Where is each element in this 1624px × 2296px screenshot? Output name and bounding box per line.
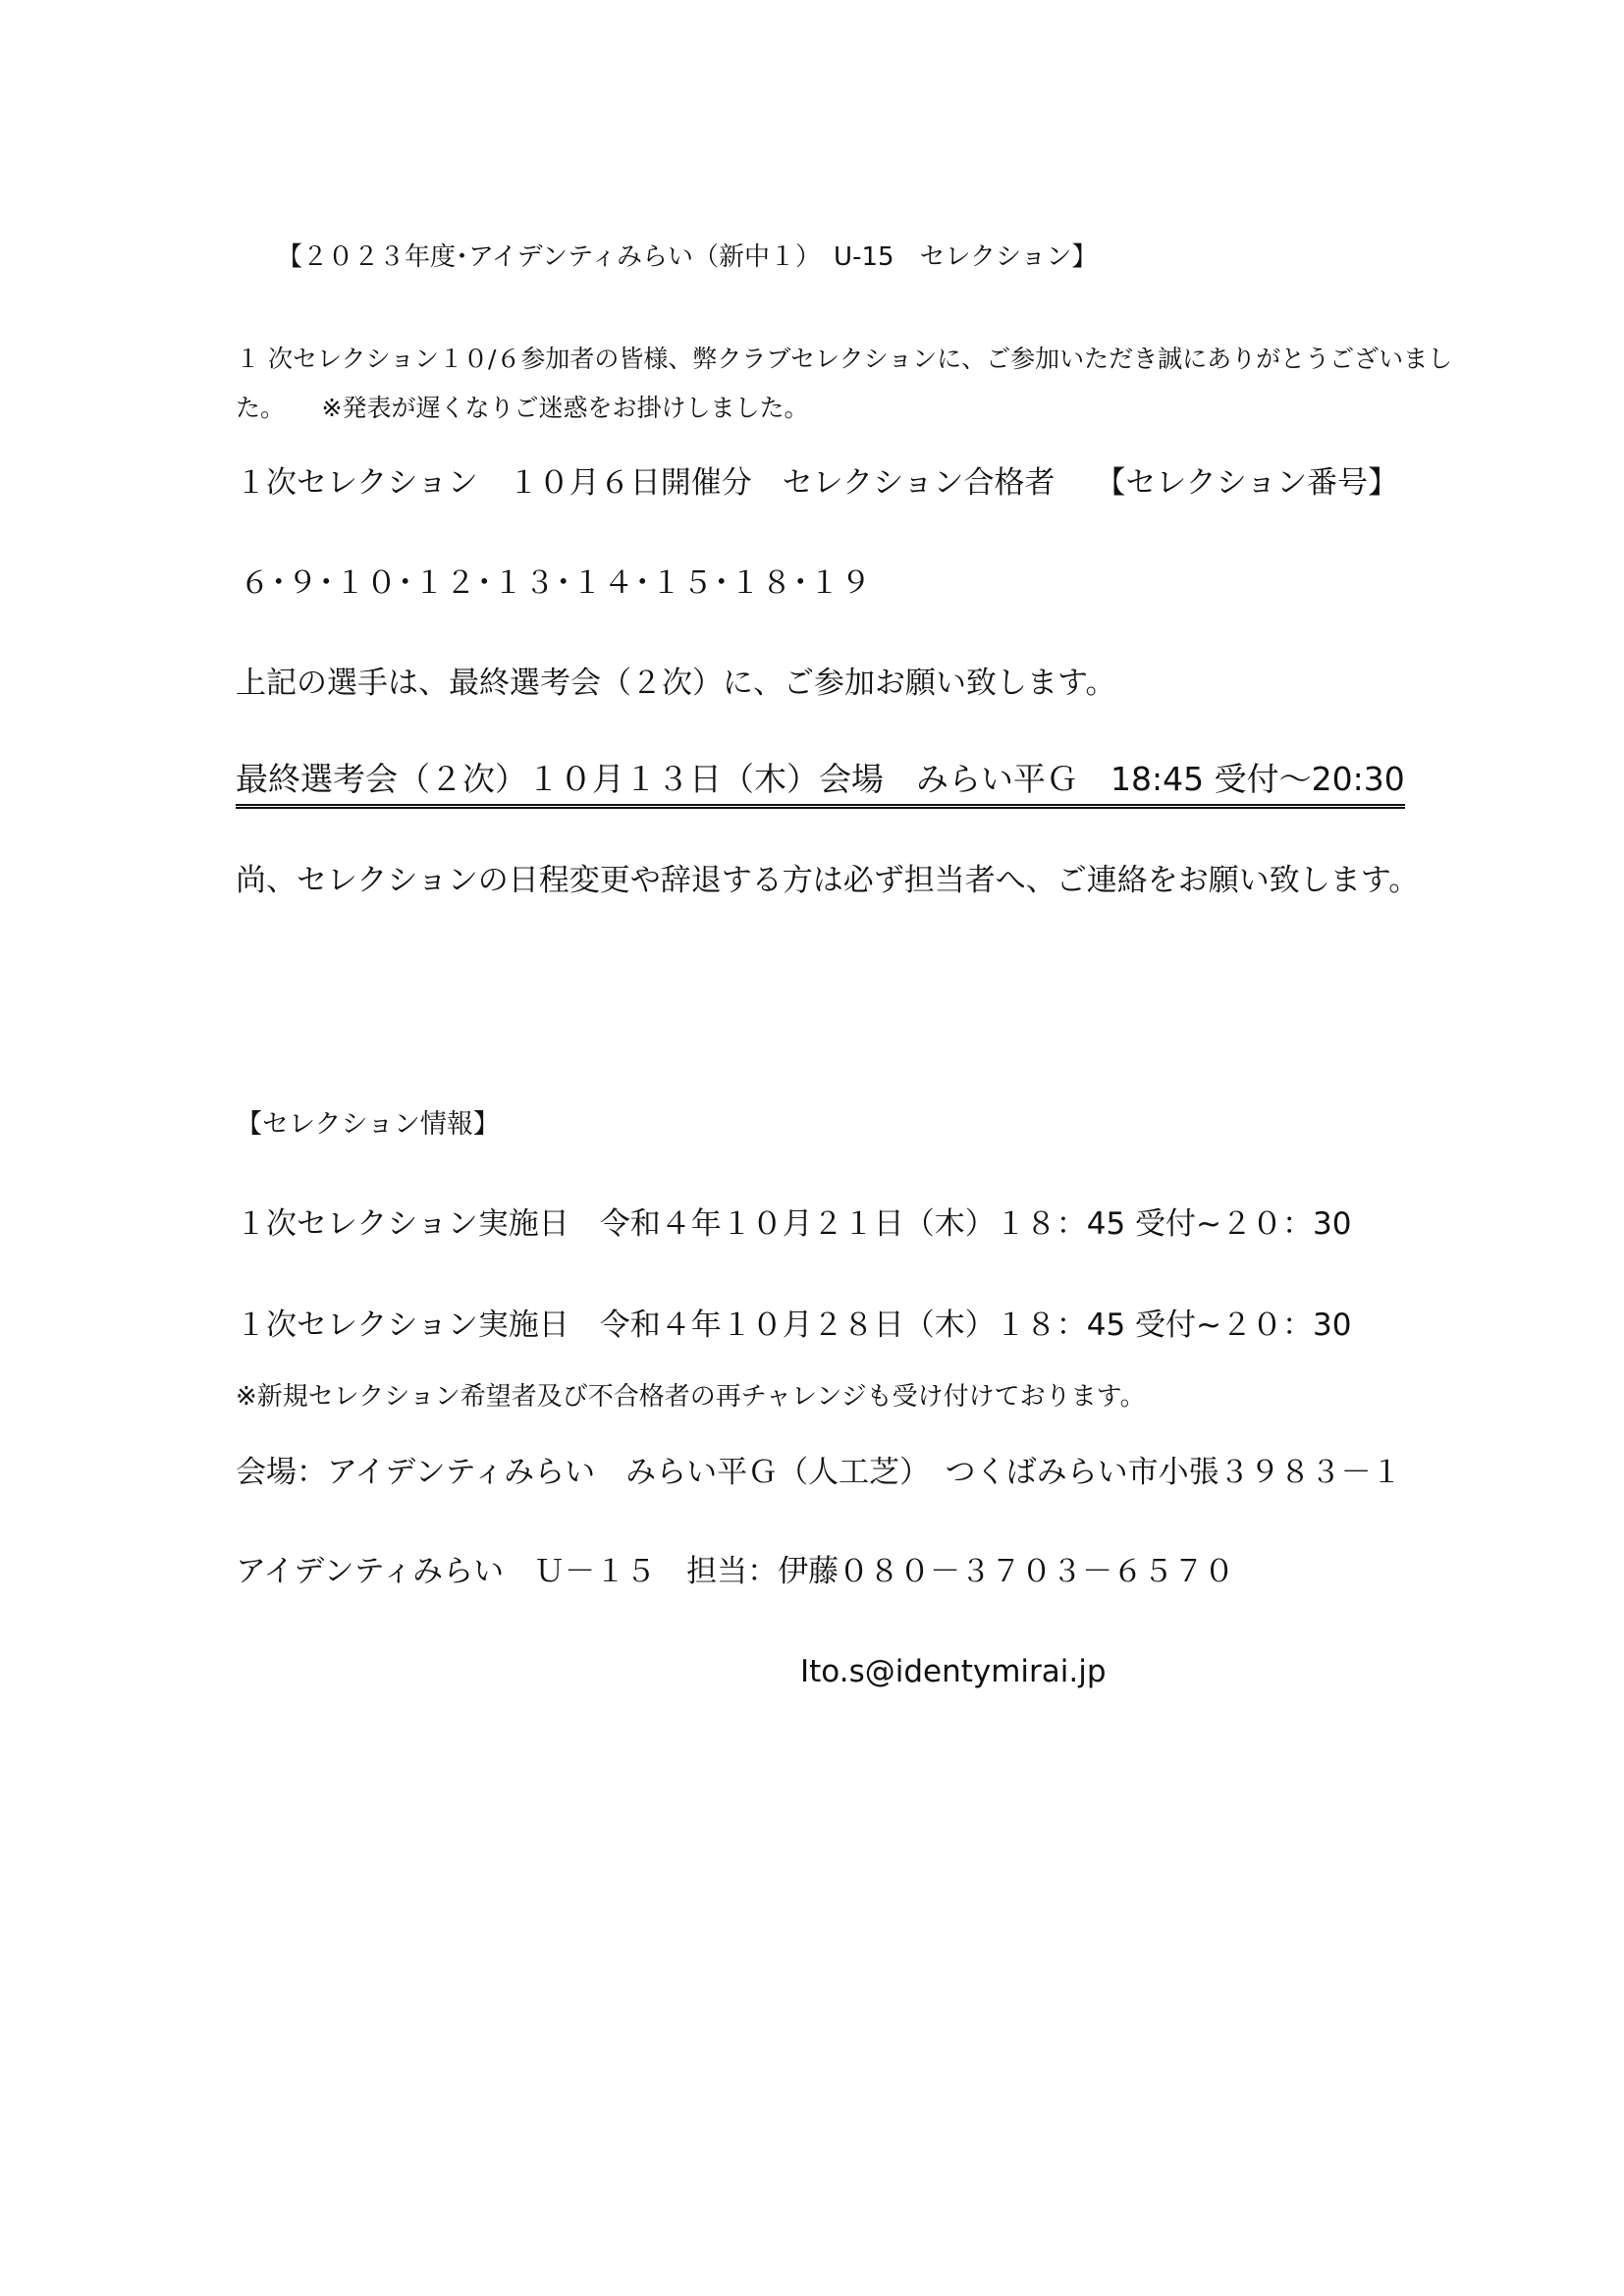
passed-numbers: ６･９･１０･１２･１３･１４･１５･１８･１９ [240, 565, 872, 601]
intro-text-line-1: １ 次セレクション１０/６参加者の皆様、弊クラブセレクションに、ご参加いただき誠にありがとうございまし [236, 345, 1453, 373]
contact-line: アイデンティみらい Ｕ－１５ 担当：伊藤０８０－３７０３－６５７０ [236, 1554, 1235, 1589]
selection-date-1: １次セレクション実施日 令和４年１０月２１日（木）１８：45 受付~２０：30 [236, 1206, 1352, 1242]
venue-line: 会場：アイデンティみらい みらい平Ｇ（人工芝） つくばみらい市小張３９８３－１ [236, 1455, 1402, 1490]
note-line: ※新規セレクション希望者及び不合格者の再チャレンジも受け付けております。 [236, 1382, 1146, 1412]
final-selection-line: 最終選考会（２次）１０月１３日（木）会場 みらい平Ｇ 18:45 受付～20:30 [236, 760, 1405, 809]
request-line: 上記の選手は、最終選考会（２次）に、ご参加お願い致します。 [236, 666, 1116, 701]
info-heading: 【セレクション情報】 [236, 1109, 500, 1140]
selection-date-2: １次セレクション実施日 令和４年１０月２８日（木）１８：45 受付~２０：30 [236, 1308, 1352, 1343]
contact-email: Ito.s@identymirai.jp [800, 1654, 1107, 1689]
intro-text-line-2: た。 ※発表が遅くなりご迷惑をお掛けしました。 [236, 394, 809, 422]
document-title: 【２０２３年度･アイデンティみらい（新中１） U-15 セレクション】 [277, 242, 1098, 272]
results-heading: １次セレクション １０月６日開催分 セレクション合格者 【セレクション番号】 [236, 465, 1399, 501]
notice-line: 尚、セレクションの日程変更や辞退する方は必ず担当者へ、ご連絡をお願い致します。 [236, 863, 1420, 898]
